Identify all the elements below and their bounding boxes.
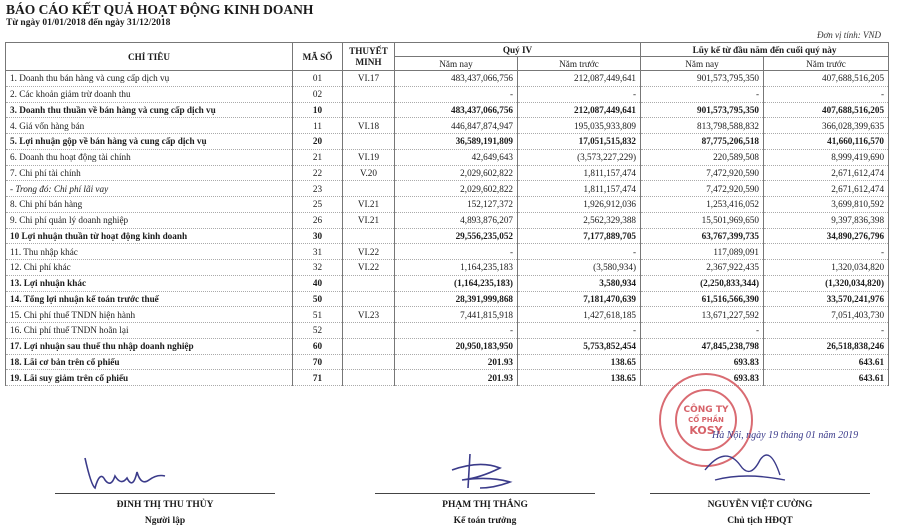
header-ytd: Lũy kế từ đầu năm đến cuối quý này — [641, 43, 889, 57]
header-ytd-current: Năm nay — [641, 57, 764, 71]
table-row — [6, 354, 889, 370]
row-note — [343, 102, 395, 118]
header-chi-tieu: CHỈ TIÊU — [6, 43, 293, 71]
preparer-role: Người lập — [144, 516, 186, 526]
row-ytd-current: 813,798,588,832 — [641, 118, 764, 134]
row-ytd-previous: - — [764, 86, 889, 102]
row-ytd-previous: 643.61 — [764, 354, 889, 370]
row-label: 3. Doanh thu thuần về bán hàng và cung cấp dịch vụ — [6, 102, 293, 118]
row-label: 5. Lợi nhuận gộp về bán hàng và cung cấp dịch vụ — [6, 134, 293, 150]
row-q-previous: 1,926,912,036 — [518, 197, 641, 213]
row-ytd-current: 220,589,508 — [641, 149, 764, 165]
row-code: 32 — [293, 260, 343, 276]
row-code: 25 — [293, 197, 343, 213]
row-q-current: - — [395, 244, 518, 260]
row-q-previous: (3,573,227,229) — [518, 149, 641, 165]
row-q-previous: 1,811,157,474 — [518, 165, 641, 181]
row-q-current: 201.93 — [395, 354, 518, 370]
row-q-previous: 138.65 — [518, 354, 641, 370]
row-note: VI.18 — [343, 118, 395, 134]
row-ytd-previous: 2,671,612,474 — [764, 165, 889, 181]
report-title: BÁO CÁO KẾT QUẢ HOẠT ĐỘNG KINH DOANH — [6, 2, 314, 17]
table-row — [6, 370, 889, 386]
row-q-current: 2,029,602,822 — [395, 165, 518, 181]
income-statement-table — [5, 42, 889, 386]
row-q-previous: 1,427,618,185 — [518, 307, 641, 323]
row-q-previous: - — [518, 86, 641, 102]
row-code: 22 — [293, 165, 343, 181]
row-note — [343, 370, 395, 386]
row-ytd-previous: 2,671,612,474 — [764, 181, 889, 197]
row-label: 13. Lợi nhuận khác — [6, 275, 293, 291]
row-code: 23 — [293, 181, 343, 197]
row-q-previous: 138.65 — [518, 370, 641, 386]
row-q-current: 20,950,183,950 — [395, 338, 518, 354]
row-q-previous: - — [518, 323, 641, 339]
row-note — [343, 323, 395, 339]
table-row — [6, 181, 889, 197]
table-row — [6, 197, 889, 213]
table-row — [6, 291, 889, 307]
row-label: 1. Doanh thu bán hàng và cung cấp dịch vụ — [6, 71, 293, 87]
row-ytd-previous: (1,320,034,820) — [764, 275, 889, 291]
row-code: 71 — [293, 370, 343, 386]
row-code: 60 — [293, 338, 343, 354]
header-q-current: Năm nay — [395, 57, 518, 71]
row-q-current: 36,589,191,809 — [395, 134, 518, 150]
row-q-previous: - — [518, 244, 641, 260]
row-q-current: - — [395, 86, 518, 102]
row-note: VI.22 — [343, 244, 395, 260]
row-q-previous: 195,035,933,809 — [518, 118, 641, 134]
row-note: VI.22 — [343, 260, 395, 276]
row-note — [343, 354, 395, 370]
row-note — [343, 86, 395, 102]
row-label: 2. Các khoản giảm trừ doanh thu — [6, 86, 293, 102]
table-row — [6, 165, 889, 181]
row-code: 70 — [293, 354, 343, 370]
row-note — [343, 275, 395, 291]
row-code: 51 — [293, 307, 343, 323]
row-note: V.20 — [343, 165, 395, 181]
row-q-current: 483,437,066,756 — [395, 102, 518, 118]
row-label: 7. Chi phí tài chính — [6, 165, 293, 181]
stamp-line1: CÔNG TY — [683, 405, 729, 415]
row-q-previous: 2,562,329,388 — [518, 212, 641, 228]
row-ytd-current: 117,089,091 — [641, 244, 764, 260]
signature-chairman — [695, 440, 795, 490]
row-code: 30 — [293, 228, 343, 244]
row-ytd-current: 693.83 — [641, 370, 764, 386]
table-row — [6, 102, 889, 118]
row-ytd-current: 7,472,920,590 — [641, 181, 764, 197]
table-row — [6, 307, 889, 323]
row-ytd-current: 63,767,399,735 — [641, 228, 764, 244]
row-note: VI.19 — [343, 149, 395, 165]
row-label: 6. Doanh thu hoạt động tài chính — [6, 149, 293, 165]
row-label: 16. Chi phí thuế TNDN hoãn lại — [6, 323, 293, 339]
row-q-current: 4,893,876,207 — [395, 212, 518, 228]
row-note: VI.23 — [343, 307, 395, 323]
row-note — [343, 181, 395, 197]
row-ytd-previous: 643.61 — [764, 370, 889, 386]
row-q-previous: 7,181,470,639 — [518, 291, 641, 307]
row-ytd-current: 87,775,206,518 — [641, 134, 764, 150]
row-q-current: 29,556,235,052 — [395, 228, 518, 244]
row-ytd-current: 61,516,566,390 — [641, 291, 764, 307]
row-ytd-previous: 41,660,116,570 — [764, 134, 889, 150]
row-q-current: 483,437,066,756 — [395, 71, 518, 87]
table-row — [6, 118, 889, 134]
header-ma-so: MÃ SỐ — [293, 43, 343, 71]
row-ytd-previous: 8,999,419,690 — [764, 149, 889, 165]
row-ytd-previous: 366,028,399,635 — [764, 118, 889, 134]
row-q-previous: 17,051,515,832 — [518, 134, 641, 150]
row-ytd-previous: - — [764, 244, 889, 260]
row-ytd-previous: 34,890,276,796 — [764, 228, 889, 244]
row-ytd-previous: 407,688,516,205 — [764, 102, 889, 118]
row-ytd-previous: 9,397,836,398 — [764, 212, 889, 228]
table-row — [6, 212, 889, 228]
header-ytd-previous: Năm trước — [764, 57, 889, 71]
row-ytd-current: 693.83 — [641, 354, 764, 370]
accountant-name: PHẠM THỊ THẮNG — [375, 493, 595, 510]
stamp-line3: KOSY — [689, 424, 723, 437]
row-note — [343, 291, 395, 307]
row-code: 10 — [293, 102, 343, 118]
chairman-name: NGUYỄN VIỆT CƯỜNG — [650, 493, 870, 510]
row-q-current: - — [395, 323, 518, 339]
row-ytd-previous: 407,688,516,205 — [764, 71, 889, 87]
chairman-role: Chủ tịch HĐQT — [727, 516, 793, 526]
row-ytd-current: 13,671,227,592 — [641, 307, 764, 323]
row-q-current: 201.93 — [395, 370, 518, 386]
row-label: 8. Chi phí bán hàng — [6, 197, 293, 213]
row-q-current: 7,441,815,918 — [395, 307, 518, 323]
row-code: 50 — [293, 291, 343, 307]
table-row — [6, 244, 889, 260]
accountant-role: Kế toán trưởng — [453, 516, 517, 526]
row-q-current: 446,847,874,947 — [395, 118, 518, 134]
row-ytd-previous: 33,570,241,976 — [764, 291, 889, 307]
row-q-current: 28,391,999,868 — [395, 291, 518, 307]
table-row — [6, 260, 889, 276]
row-code: 11 — [293, 118, 343, 134]
table-row — [6, 323, 889, 339]
row-ytd-current: - — [641, 86, 764, 102]
signing-date: Hà Nội, ngày 19 tháng 01 năm 2019 — [712, 430, 859, 441]
table-row — [6, 134, 889, 150]
row-note: VI.21 — [343, 197, 395, 213]
signature-preparer — [75, 450, 185, 495]
row-q-current: 2,029,602,822 — [395, 181, 518, 197]
preparer-name: ĐINH THỊ THU THỦY — [55, 493, 275, 510]
row-code: 31 — [293, 244, 343, 260]
signature-accountant — [440, 448, 530, 493]
row-label: 4. Giá vốn hàng bán — [6, 118, 293, 134]
row-q-previous: 212,087,449,641 — [518, 102, 641, 118]
row-ytd-current: 7,472,920,590 — [641, 165, 764, 181]
signature-block-preparer — [55, 493, 275, 526]
row-ytd-current: 2,367,922,435 — [641, 260, 764, 276]
row-ytd-previous: 26,518,838,246 — [764, 338, 889, 354]
row-ytd-current: 47,845,238,798 — [641, 338, 764, 354]
row-ytd-previous: 3,699,810,592 — [764, 197, 889, 213]
row-code: 02 — [293, 86, 343, 102]
row-q-current: (1,164,235,183) — [395, 275, 518, 291]
row-ytd-previous: 7,051,403,730 — [764, 307, 889, 323]
header-q-previous: Năm trước — [518, 57, 641, 71]
row-note: VI.17 — [343, 71, 395, 87]
row-code: 01 — [293, 71, 343, 87]
currency-unit: Đơn vị tính: VND — [816, 30, 881, 40]
row-label: 9. Chi phí quản lý doanh nghiệp — [6, 212, 293, 228]
table-row — [6, 71, 889, 87]
row-code: 21 — [293, 149, 343, 165]
header-quarter: Quý IV — [395, 43, 641, 57]
row-code: 40 — [293, 275, 343, 291]
row-code: 20 — [293, 134, 343, 150]
row-q-previous: (3,580,934) — [518, 260, 641, 276]
row-label: 15. Chi phí thuế TNDN hiện hành — [6, 307, 293, 323]
row-q-current: 152,127,372 — [395, 197, 518, 213]
table-row — [6, 338, 889, 354]
row-q-previous: 212,087,449,641 — [518, 71, 641, 87]
table-row — [6, 228, 889, 244]
row-code: 52 — [293, 323, 343, 339]
row-label: - Trong đó: Chi phí lãi vay — [6, 181, 293, 197]
signature-block-accountant — [375, 493, 595, 526]
row-ytd-current: (2,250,833,344) — [641, 275, 764, 291]
row-q-previous: 5,753,852,454 — [518, 338, 641, 354]
row-q-current: 42,649,643 — [395, 149, 518, 165]
table-row — [6, 149, 889, 165]
row-q-previous: 1,811,157,474 — [518, 181, 641, 197]
row-label: 18. Lãi cơ bản trên cổ phiếu — [6, 354, 293, 370]
row-ytd-previous: - — [764, 323, 889, 339]
table-row — [6, 86, 889, 102]
row-note: VI.21 — [343, 212, 395, 228]
row-ytd-current: 901,573,795,350 — [641, 102, 764, 118]
row-label: 12. Chi phí khác — [6, 260, 293, 276]
row-label: 11. Thu nhập khác — [6, 244, 293, 260]
row-q-current: 1,164,235,183 — [395, 260, 518, 276]
row-note — [343, 134, 395, 150]
row-q-previous: 3,580,934 — [518, 275, 641, 291]
row-note — [343, 338, 395, 354]
row-label: 14. Tổng lợi nhuận kế toán trước thuế — [6, 291, 293, 307]
row-q-previous: 7,177,889,705 — [518, 228, 641, 244]
report-period: Từ ngày 01/01/2018 đến ngày 31/12/2018 — [6, 18, 171, 28]
row-ytd-current: 15,501,969,650 — [641, 212, 764, 228]
row-note — [343, 228, 395, 244]
row-ytd-current: - — [641, 323, 764, 339]
stamp-line2: CỔ PHẦN — [688, 416, 724, 424]
row-label: 17. Lợi nhuận sau thuế thu nhập doanh nghiệp — [6, 338, 293, 354]
row-ytd-current: 901,573,795,350 — [641, 71, 764, 87]
row-label: 19. Lãi suy giảm trên cổ phiếu — [6, 370, 293, 386]
table-row — [6, 275, 889, 291]
signature-block-chairman — [650, 493, 870, 526]
row-ytd-current: 1,253,416,052 — [641, 197, 764, 213]
row-label: 10 Lợi nhuận thuần từ hoạt động kinh doanh — [6, 228, 293, 244]
row-ytd-previous: 1,320,034,820 — [764, 260, 889, 276]
header-thuyet-minh: THUYẾT MINH — [343, 43, 395, 71]
row-code: 26 — [293, 212, 343, 228]
